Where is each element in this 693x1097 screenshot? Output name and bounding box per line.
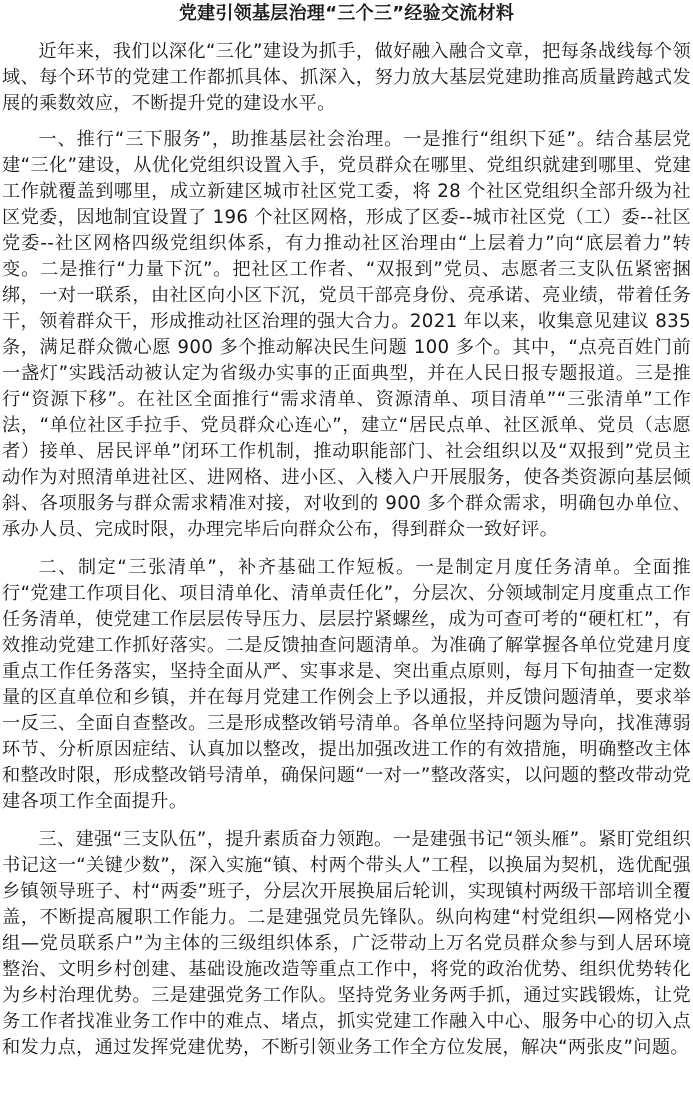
paragraph-section-3: 三、建强“三支队伍”，提升素质奋力领跑。一是建强书记“领头雁”。紧盯党组织书记这一“关键少数”，深入实施“镇、村两个带头人”工程，以换届为契机，选优配强乡镇领导班子、村“两委”班子，分层次开展换届后轮训，实现镇村两级干部培训全覆盖，不断提高履职工作能力。二是建强党员先锋队。纵向构建“村党组织—网格党小组—党员联系户”为主体的三级组织体系，广泛带动上万名党员群众参与到人居环境整治、文明乡村创建、基础设施改造等重点工作中，将党的政治优势、组织优势转化为乡村治理优势。三是建强党务工作队。坚持党务业务两手抓，通过实践锻炼，让党务工作者找准业务工作中的难点、堵点，抓实党建工作融入中心、服务中心的切入点和发力点，通过发挥党建优势，不断引领业务工作全方位发展，解决“两张皮”问题。 (2, 829, 691, 1058)
document-title: 党建引领基层治理“三个三”经验交流材料 (178, 3, 515, 24)
paragraph-section-2: 二、制定“三张清单”，补齐基础工作短板。一是制定月度任务清单。全面推行“党建工作项目化、项目清单化、清单责任化”，分层次、分领域制定月度重点工作任务清单，使党建工作层层传导压力、层层拧紧螺丝，成为可查可考的“硬杠杠”，有效推动党建工作抓好落实。二是反馈抽查问题清单。为准确了解掌握各单位党建月度重点工作任务落实，坚持全面从严、实事求是、突出重点原则，每月下旬抽查一定数量的区直单位和乡镇，并在每月党建工作例会上予以通报，并反馈问题清单，要求举一反三、全面自查整改。三是形成整改销号清单。各单位坚持问题为导向，找准薄弱环节、分析原因症结、认真加以整改，提出加强改进工作的有效措施，明确整改主体和整改时限，形成整改销号清单，确保问题“一对一”整改落实，以问题的整改带动党建各项工作全面提升。 (2, 557, 691, 812)
paragraph-section-1: 一、推行“三下服务”，助推基层社会治理。一是推行“组织下延”。结合基层党建“三化”建设，从优化党组织设置入手，党员群众在哪里、党组织就建到哪里、党建工作就覆盖到哪里，成立新建区城市社区党工委，将 28 个社区党组织全部升级为社区党委，因地制宜设置了 196 个社区网格，形成了区委--城市社区党（工）委--社区党委--社区网格四级党组织体系，有力推动社区治理由“上层着力”向“底层着力”转变。二是推行“力量下沉”。把社区工作者、“双报到”党员、志愿者三支队伍紧密捆绑，一对一联系，由社区向小区下沉，党员干部亮身份、亮承诺、亮业绩，带着任务干，领着群众干，形成推动社区治理的强大合力。2021 年以来，收集意见建议 835 条，满足群众微心愿 900 多个推动解决民生问题 100 多个。其中，“点亮百姓门前一盏灯”实践活动被认定为省级办实事的正面典型，并在人民日报专题报道。三是推行“资源下移”。在社区全面推行“需求清单、资源清单、项目清单”“三张清单”工作法，“单位社区手拉手、党员群众心连心”，建立“居民点单、社区派单、党员（志愿者）接单、居民评单”闭环工作机制，推动职能部门、社会组织以及“双报到”党员主动作为对照清单进社区、进网格、进小区、入楼入户开展服务，使各类资源向基层倾斜、各项服务与群众需求精准对接，对收到的 900 多个群众需求，明确包办单位、承办人员、完成时限，办理完毕后向群众公布，得到群众一致好评。 (2, 129, 691, 540)
paragraph-intro: 近年来，我们以深化“三化”建设为抓手，做好融入融合文章，把每条战线每个领域、每个环节的党建工作都抓具体、抓深入，努力放大基层党建助推高质量跨越式发展的乘数效应，不断提升党的建设水平。 (2, 41, 691, 114)
